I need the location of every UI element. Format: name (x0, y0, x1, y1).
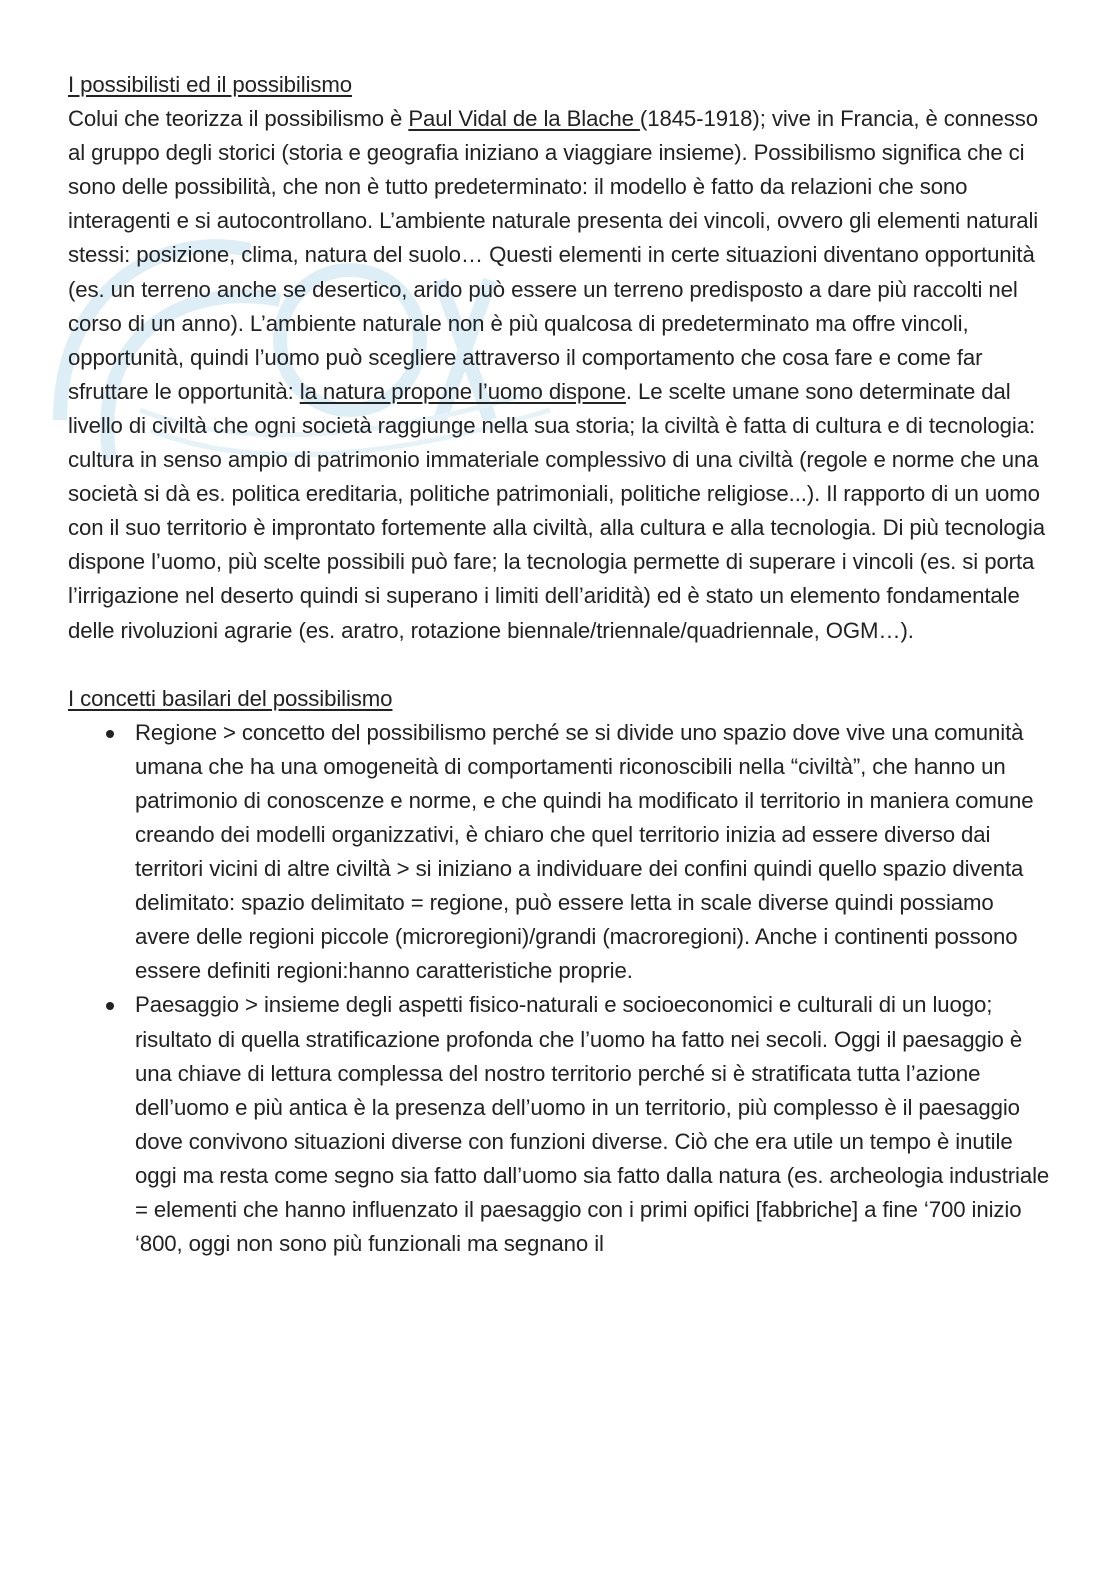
bullet-icon (106, 1002, 114, 1010)
body-text: (1845-1918); vive in Francia, è connesso al gruppo degli storici (storia e geografia iniziano a viaggiare insieme). Possibilismo significa che ci sono delle possibilità, che non è tutto predeterminato: il modello è fatto da relazioni che sono interagenti e si autocontrollano. L’ambiente naturale presenta dei vincoli, ovvero gli elementi naturali stessi: posizione, clima, natura del suolo… Questi elementi in certe situazioni diventano opportunità (es. un terreno anche se desertico, arido può essere un terreno predisposto a dare più raccolti nel corso di un anno). L’ambiente naturale non è più qualcosa di predeterminato ma offre vincoli, opportunità, quindi l’uomo può scegliere attraverso il comportamento che cosa fare e come far sfruttare le opportunità: (68, 106, 1039, 404)
concept-list (68, 716, 1053, 1262)
list-item-text: Paesaggio > insieme degli aspetti fisico-naturali e socioeconomici e culturali di un luogo; risultato di quella stratificazione profonda che l’uomo ha fatto nei secoli. Oggi il paesaggio è una chiave di lettura complessa del nostro territorio perché si è stratificata tutta l’azione dell’uomo e più antica è la presenza dell’uomo in un territorio, più complesso è il paesaggio dove convivono situazioni diverse con funzioni diverse. Ciò che era utile un tempo è inutile oggi ma resta come segno sia fatto dall’uomo sia fatto dalla natura (es. archeologia industriale = elementi che hanno influenzato il paesaggio con i primi opifici [fabbriche] a fine ‘700 inizio ‘800, oggi non sono più funzionali ma segnano il (135, 992, 1050, 1257)
intro-text: Colui che teorizza il possibilismo è (68, 106, 409, 132)
list-item (68, 988, 1053, 1261)
paragraph-gap (68, 648, 1053, 682)
section-heading: I possibilisti ed il possibilismo (68, 72, 353, 97)
theorist-name: Paul Vidal de la Blache (408, 106, 640, 132)
section-heading: I concetti basilari del possibilismo (68, 685, 393, 711)
list-item-text: Regione > concetto del possibilismo perché se si divide uno spazio dove vive una comunità umana che ha una omogeneità di comportamenti riconoscibili nella “civiltà”, che hanno un patrimonio di conoscenze e norme, e che quindi ha modificato il territorio in maniera comune creando dei modelli organizzativi, è chiaro che quel territorio inizia ad essere diverso dai territori vicini di altre civiltà > si iniziano a individuare dei confini quindi quello spazio diventa delimitato: spazio delimitato = regione, può essere letta in scale diverse quindi possiamo avere delle regioni piccole (microregioni)/grandi (macroregioni). Anche i continenti possono essere definiti regioni:hanno caratteristiche proprie. (135, 719, 1034, 984)
section-paragraph (68, 68, 1053, 648)
document-body (68, 68, 1053, 1261)
motto-text: la natura propone l’uomo dispone (299, 378, 626, 404)
body-text-continued: . Le scelte umane sono determinate dal livello di civiltà che ogni società raggiunge nella sua storia; la civiltà è fatta di cultura e di tecnologia: cultura in senso ampio di patrimonio immateriale complessivo di una civiltà (regole e norme che una società si dà es. politica ereditaria, politiche patrimoniali, politiche religiose...). Il rapporto di un uomo con il suo territorio è improntato fortemente alla civiltà, alla cultura e alla tecnologia. Di più tecnologia dispone l’uomo, più scelte possibili può fare; la tecnologia permette di superare i vincoli (es. si porta l’irrigazione nel deserto quindi si superano i limiti dell’aridità) ed è stato un elemento fondamentale delle rivoluzioni agrarie (es. aratro, rotazione biennale/triennale/quadriennale, OGM…). (68, 378, 1045, 643)
list-item (68, 716, 1053, 989)
bullet-icon (106, 730, 114, 738)
